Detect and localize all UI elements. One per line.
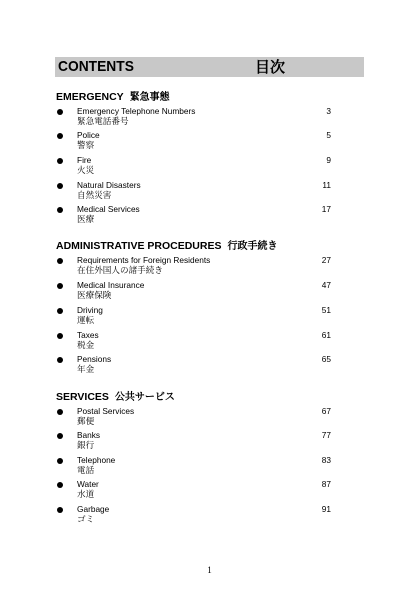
entry-title-en: Emergency Telephone Numbers [77, 106, 196, 116]
entry-title-jp: 医療保険 [77, 291, 112, 301]
section-heading-jp: 緊急事態 [129, 92, 170, 103]
entry-title-en: Water [77, 479, 99, 489]
entry-title-jp: 税金 [77, 341, 95, 351]
entry-title-en: Pensions [77, 354, 112, 364]
bullet-icon [57, 283, 63, 289]
section-heading-en: EMERGENCY [56, 91, 124, 103]
toc-entry-taxes[interactable] [56, 330, 331, 354]
toc-entry-telephone[interactable] [56, 455, 331, 479]
entry-page-number: 27 [321, 255, 331, 265]
entry-page-number: 3 [326, 106, 331, 116]
entry-page-number: 87 [321, 479, 331, 489]
entry-title-en: Fire [77, 155, 92, 165]
entry-title-en: Banks [77, 430, 101, 440]
toc-entry-medical-insurance[interactable] [56, 280, 331, 304]
bullet-icon [57, 308, 63, 314]
bullet-icon [57, 458, 63, 464]
bullet-icon [57, 158, 63, 164]
entry-title-jp: 運転 [77, 316, 95, 326]
contents-title-japanese: 目次 [255, 58, 286, 76]
entry-title-en: Telephone [77, 455, 116, 465]
entry-page-number: 9 [326, 155, 331, 165]
bullet-icon [57, 409, 63, 415]
bullet-icon [57, 482, 63, 488]
section-heading-administrative-procedures [56, 240, 277, 253]
bullet-icon [57, 109, 63, 115]
toc-entry-police[interactable] [56, 130, 331, 154]
section-heading-emergency [56, 91, 170, 104]
toc-entry-garbage[interactable] [56, 504, 331, 528]
toc-entry-fire[interactable] [56, 155, 331, 179]
bullet-icon [57, 258, 63, 264]
toc-entry-natural-disasters[interactable] [56, 180, 331, 204]
entry-title-jp: 年金 [77, 365, 95, 375]
entry-page-number: 77 [321, 430, 331, 440]
bullet-icon [57, 183, 63, 189]
entry-title-jp: 自然災害 [77, 191, 112, 201]
entry-title-jp: 在住外国人の諸手続き [77, 266, 163, 276]
entry-title-en: Police [77, 130, 100, 140]
section-heading-jp: 行政手続き [227, 241, 278, 252]
entry-page-number: 51 [321, 305, 331, 315]
toc-entry-requirements-for-foreign-residents[interactable] [56, 255, 331, 279]
entry-page-number: 61 [321, 330, 331, 340]
bullet-icon [57, 507, 63, 513]
bullet-icon [57, 133, 63, 139]
entry-title-jp: 銀行 [77, 441, 95, 451]
bullet-icon [57, 333, 63, 339]
page-footer-number: 1 [207, 565, 212, 575]
entry-page-number: 83 [321, 455, 331, 465]
entry-page-number: 11 [322, 180, 331, 190]
section-heading-en: SERVICES [56, 391, 109, 403]
entry-title-jp: 緊急電話番号 [77, 117, 129, 127]
contents-title-bar [55, 57, 364, 77]
entry-page-number: 91 [321, 504, 331, 514]
section-heading-services [56, 391, 175, 404]
contents-title: CONTENTS [58, 58, 134, 75]
toc-entry-water[interactable] [56, 479, 331, 503]
bullet-icon [57, 433, 63, 439]
entry-page-number: 17 [321, 204, 331, 214]
toc-entry-driving[interactable] [56, 305, 331, 329]
entry-page-number: 65 [321, 354, 331, 364]
entry-title-en: Postal Services [77, 406, 135, 416]
toc-entry-medical-services[interactable] [56, 204, 331, 228]
entry-title-en: Natural Disasters [77, 180, 141, 190]
entry-title-en: Driving [77, 305, 103, 315]
entry-title-jp: 郵便 [77, 417, 95, 427]
entry-title-en: Garbage [77, 504, 110, 514]
entry-title-jp: 電話 [77, 466, 95, 476]
entry-page-number: 67 [321, 406, 331, 416]
entry-page-number: 5 [326, 130, 331, 140]
entry-title-jp: 医療 [77, 215, 95, 225]
entry-title-en: Medical Services [77, 204, 140, 214]
entry-title-en: Requirements for Foreign Residents [77, 255, 211, 265]
bullet-icon [57, 207, 63, 213]
entry-title-en: Medical Insurance [77, 280, 145, 290]
toc-entry-banks[interactable] [56, 430, 331, 454]
entry-title-en: Taxes [77, 330, 99, 340]
toc-entry-pensions[interactable] [56, 354, 331, 378]
entry-title-jp: 警察 [77, 141, 95, 151]
section-heading-jp: 公共サービス [114, 392, 175, 403]
entry-title-jp: ゴミ [77, 515, 95, 525]
entry-title-jp: 火災 [77, 166, 95, 176]
bullet-icon [57, 357, 63, 363]
toc-entry-emergency-telephone-numbers[interactable] [56, 106, 331, 130]
entry-title-jp: 水道 [77, 490, 95, 500]
section-heading-en: ADMINISTRATIVE PROCEDURES [56, 240, 222, 252]
toc-entry-postal-services[interactable] [56, 406, 331, 430]
entry-page-number: 47 [321, 280, 331, 290]
